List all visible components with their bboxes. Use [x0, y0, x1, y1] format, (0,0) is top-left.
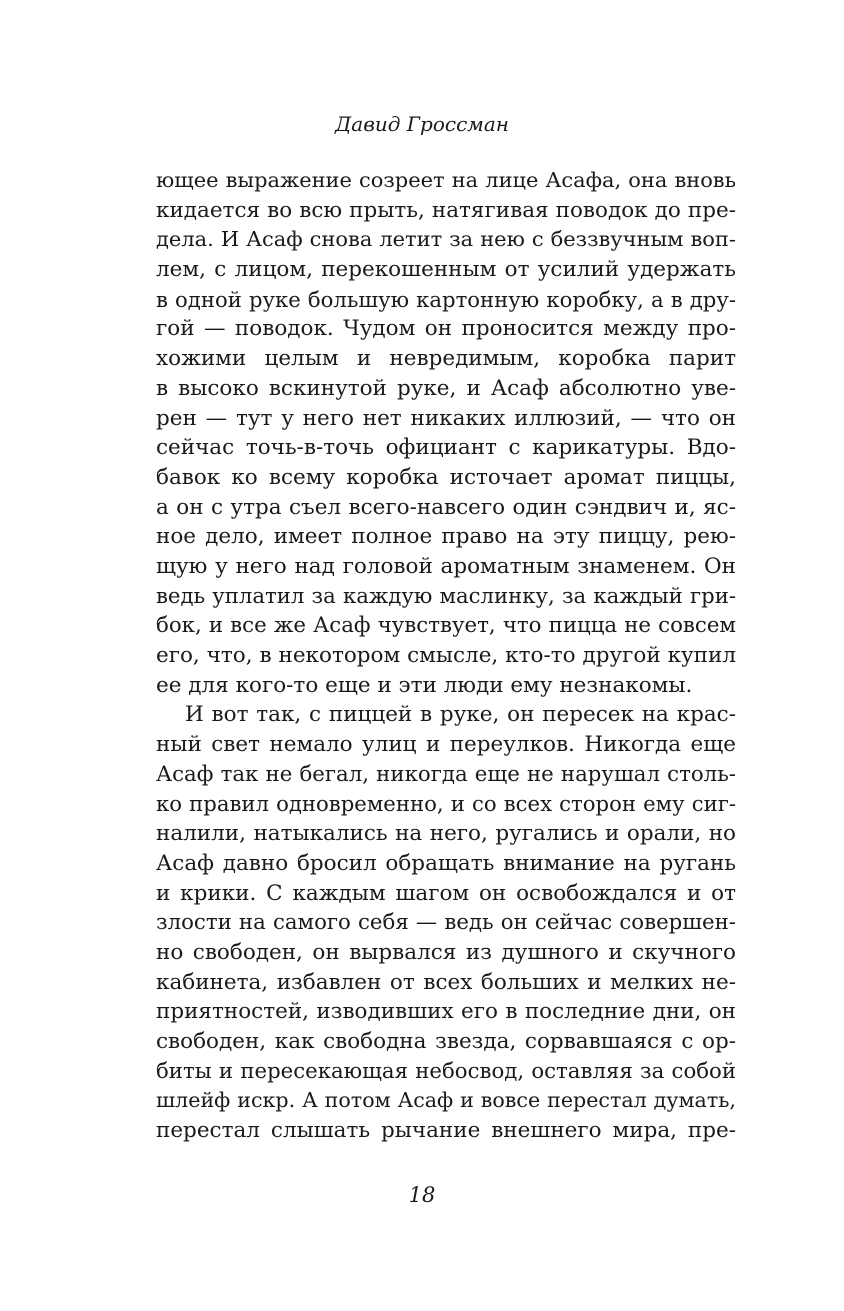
running-head-author: Давид Гроссман [335, 112, 509, 136]
text-line: хожими целым и невредимым, коробка парит [156, 346, 736, 372]
text-line: ее для кого-то еще и эти люди ему незнакомы. [156, 672, 693, 698]
text-line: шлейф искр. А потом Асаф и вовсе перестал думать, [156, 1088, 736, 1113]
text-line: И вот так, с пиццей в руке, он пересек на крас- [185, 702, 736, 728]
text-line: ющее выражение созреет на лице Асафа, она вновь [156, 168, 736, 192]
text-line: биты и пересекающая небосвод, оставляя за собой [156, 1058, 736, 1084]
paragraph [156, 166, 736, 700]
text-line: в одной руке большую картонную коробку, а в дру- [156, 286, 736, 312]
text-line: ведь уплатил за каждую маслинку, за каждый гри- [156, 583, 736, 609]
text-line: и крики. С каждым шагом он освобождался и от [156, 880, 736, 906]
text-line: приятностей, изводивших его в последние дни, он [156, 999, 736, 1025]
paragraph [156, 700, 736, 1145]
text-line: а он с утра съел всего-навсего один сэндвич и, яс- [156, 494, 736, 520]
text-line: в высоко вскинутой руке, и Асаф абсолютно уве- [156, 375, 736, 401]
text-line: дела. И Асаф снова летит за нею с беззвучным воп- [156, 227, 736, 252]
text-line: бавок ко всему коробка источает аромат пиццы, [156, 464, 736, 490]
page-number: 18 [408, 1183, 436, 1207]
text-line: его, что, в некотором смысле, кто-то другой купил [156, 643, 736, 668]
text-line: налили, натыкались на него, ругались и орали, но [156, 821, 736, 847]
text-line: рен — тут у него нет никаких иллюзий, — что он [156, 405, 736, 431]
text-line: щую у него над головой ароматным знаменем. Он [156, 553, 736, 579]
text-line: гой — поводок. Чудом он проносится между про- [156, 316, 736, 342]
text-line: лем, с лицом, перекошенным от усилий удержать [156, 257, 736, 283]
text-line: но свободен, он вырвался из душного и скучного [156, 939, 736, 965]
body-text [156, 166, 736, 1146]
text-line: ко правил одновременно, и со всех сторон ему сиг- [156, 791, 736, 817]
text-line: Асаф так не бегал, никогда еще не нарушал столь- [156, 761, 736, 787]
text-line: ное дело, имеет полное право на эту пиццу, рею- [156, 524, 736, 550]
text-line: злости на самого себя — ведь он сейчас совершен- [156, 910, 736, 936]
text-line: Асаф давно бросил обращать внимание на ругань [156, 850, 736, 876]
text-line: кидается во всю прыть, натягивая поводок до пре- [156, 197, 736, 223]
text-line: свободен, как свободна звезда, сорвавшаяся с ор- [156, 1028, 736, 1054]
text-line: кабинета, избавлен от всех больших и мелких не- [156, 969, 736, 995]
text-line: ный свет немало улиц и переулков. Никогда еще [156, 732, 736, 758]
text-line: сейчас точь-в-точь официант с карикатуры. Вдо- [156, 435, 736, 461]
text-line: бок, и все же Асаф чувствует, что пицца не совсем [156, 613, 736, 639]
text-line: перестал слышать рычание внешнего мира, пре- [156, 1118, 736, 1143]
